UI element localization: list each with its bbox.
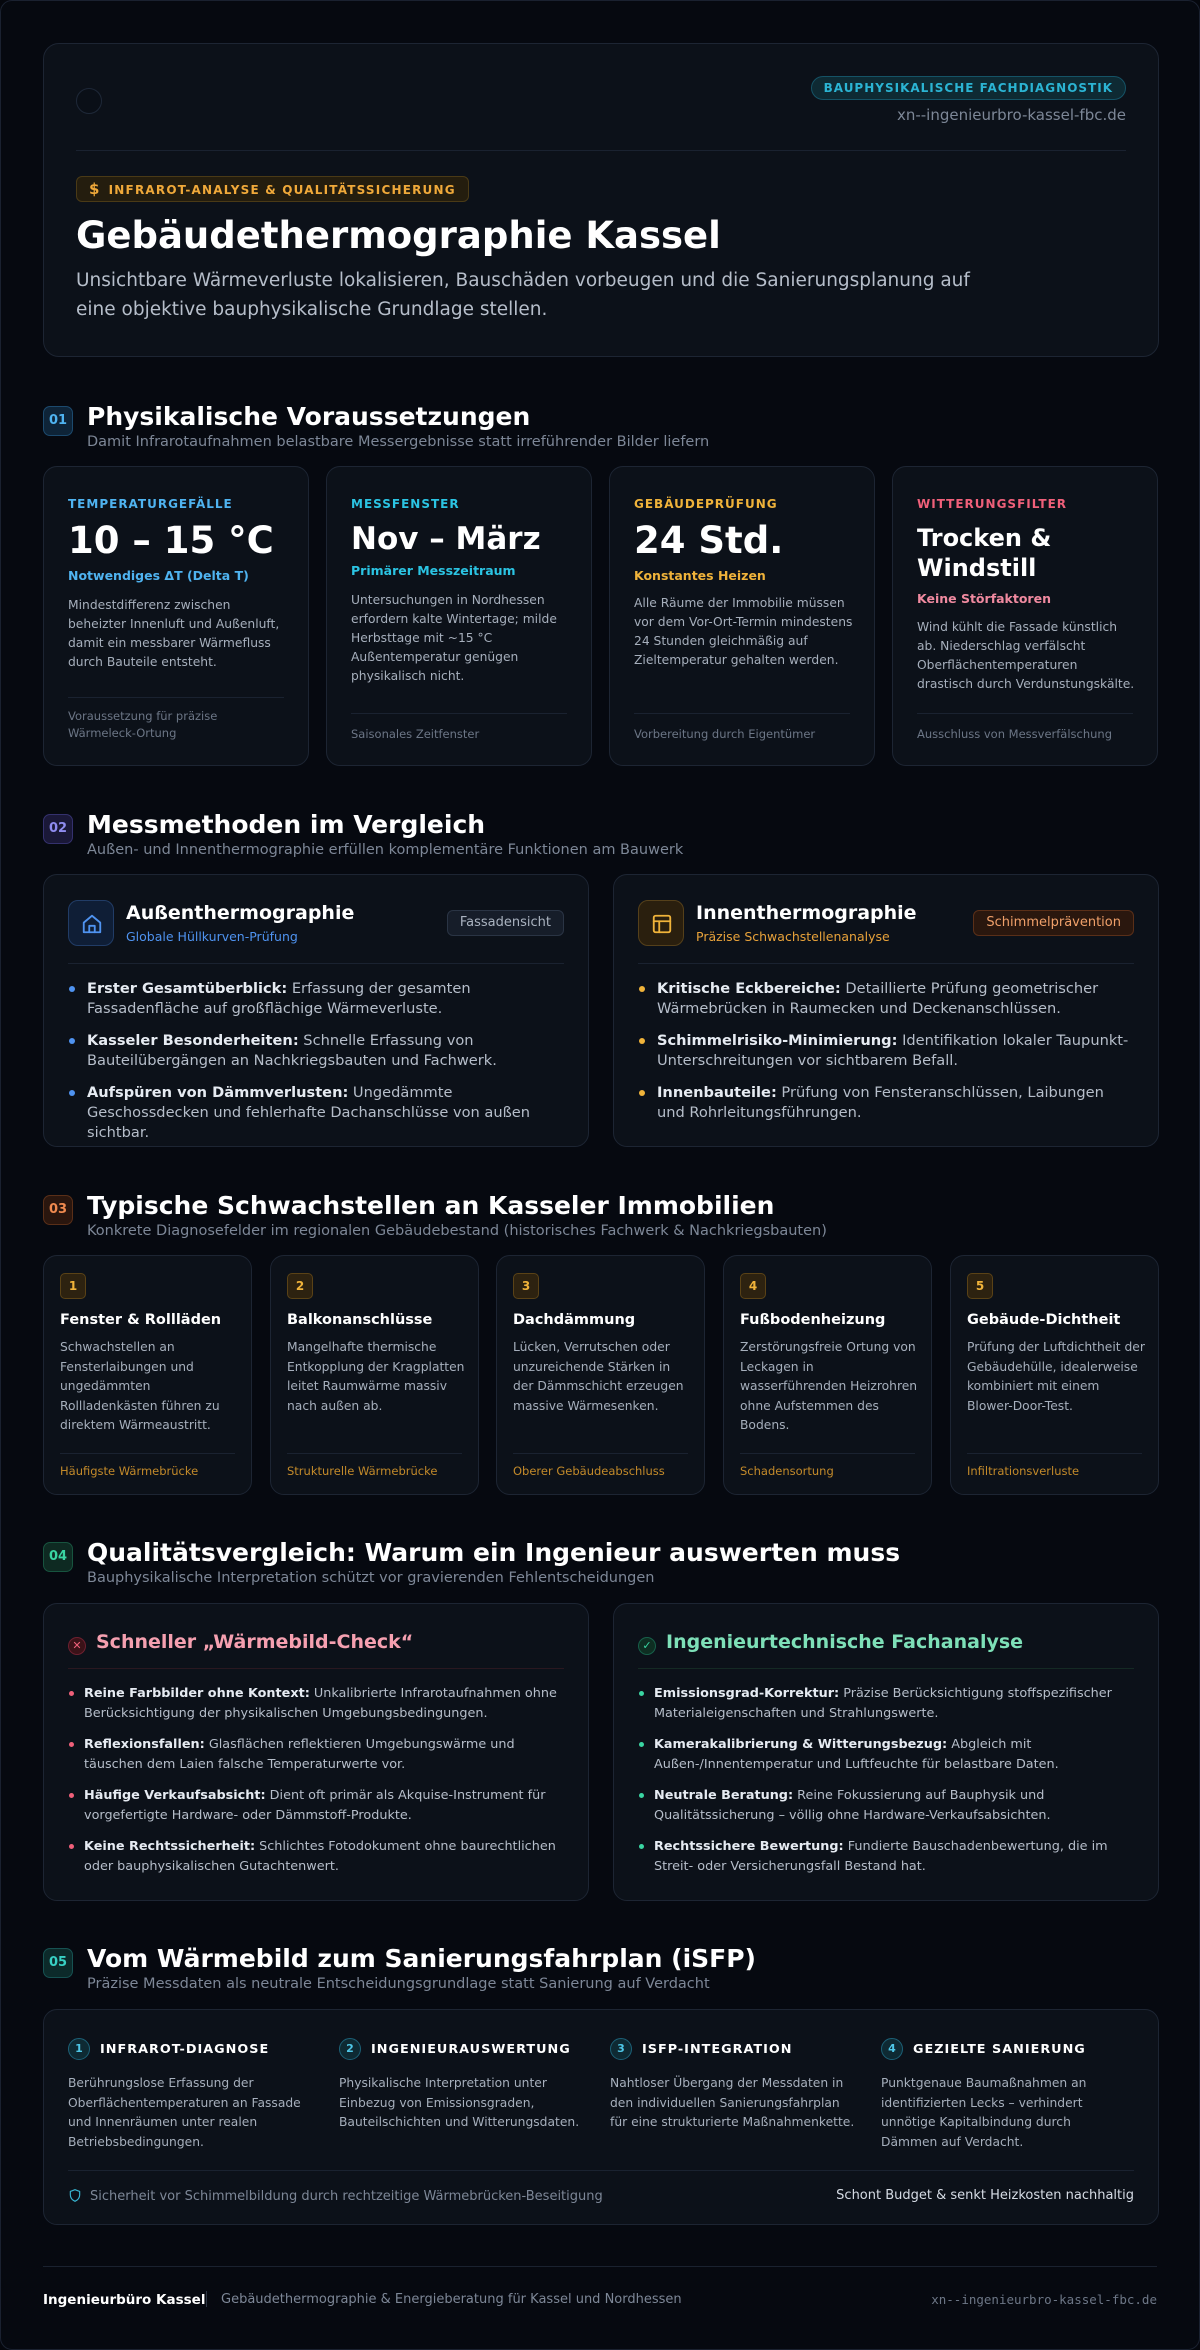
step-number: 2 [339,2038,361,2060]
bullet-icon [69,986,75,992]
method-list [638,979,1134,1135]
hero-tag [76,176,469,202]
section-subtitle: Bauphysikalische Interpretation schützt vor gravierenden Fehlentscheidungen [87,1570,655,1586]
quality-title: Schneller „Wärmebild-Check“ [96,1631,414,1653]
card-subtitle: Notwendiges ΔT (Delta T) [68,568,249,583]
weakpoint-card-floorheating [723,1255,932,1495]
step-description: Nahtloser Übergang der Messdaten in den individuellen Sanierungsfahrplan für eine strukturierte Maßnahmenkette. [610,2076,855,2129]
step-number: 3 [610,2038,632,2060]
weakpoint-number: 5 [967,1273,993,1299]
section-title: Qualitätsvergleich: Warum ein Ingenieur auswerten muss [87,1538,901,1567]
list-item: Kamerakalibrierung & Witterungsbezug: Abgleich mit Außen-/Innentemperatur und Luftfeuchte für belastbare Daten. [638,1735,1138,1775]
x-icon: ✕ [68,1637,86,1655]
card-label: GEBÄUDEPRÜFUNG [634,497,778,511]
card-description: Mindestdifferenz zwischen beheizter Innenluft und Außenluft, damit ein messbarer Wärmefluss durch Bauteile entsteht. [68,598,280,669]
section-subtitle: Präzise Messdaten als neutrale Entscheidungsgrundlage statt Sanierung auf Verdacht [87,1976,710,1992]
bullet-icon [639,1090,645,1096]
footer-separator [206,2291,207,2307]
step-title: GEZIELTE SANIERUNG [913,2042,1086,2057]
prereq-card-window [326,466,592,766]
section-number: 04 [43,1542,73,1572]
quality-list [638,1684,1138,1888]
bullet-icon [639,1793,644,1798]
method-list [68,979,564,1155]
divider [60,1453,235,1454]
fachdiagnostik-badge: BAUPHYSIKALISCHE FACHDIAGNOSTIK [811,76,1126,100]
bullet-icon [69,1844,74,1849]
method-badge: Schimmelprävention [973,910,1134,936]
bullet-icon [639,1038,645,1044]
logo-dot [76,88,102,114]
method-card-interior [613,874,1159,1147]
check-icon: ✓ [638,1637,656,1655]
hero-subtitle: Unsichtbare Wärmeverluste lokalisieren, Bauschäden vorbeugen und die Sanierungsplanung auf eine objektive bauphysikalische Grundlage stellen. [76,270,970,320]
divider [68,963,564,964]
weakpoint-card-balcony [270,1255,479,1495]
divider [351,713,567,714]
dollar-icon: $ [89,180,101,198]
list-item: Innenbauteile: Prüfung von Fensteranschlüssen, Laibungen und Rohrleitungsführungen. [638,1083,1134,1123]
weakpoint-footer: Infiltrationsverluste [967,1464,1080,1478]
divider [513,1453,688,1454]
list-item: Erster Gesamtüberblick: Erfassung der gesamten Fassadenfläche auf großflächige Wärmeverluste. [68,979,564,1019]
weakpoint-description: Zerstörungsfreie Ortung von Leckagen in wasserführenden Heizrohren ohne Aufstemmen des Bodens. [740,1340,918,1432]
card-value: 10 – 15 °C [68,519,274,562]
quality-card-quickcheck [43,1603,589,1901]
divider [638,963,1134,964]
list-item: Kritische Eckbereiche: Detaillierte Prüfung geometrischer Wärmebrücken in Raumecken und Deckenanschlüssen. [638,979,1134,1019]
card-value: 24 Std. [634,519,784,562]
bullet-icon [69,1090,75,1096]
section-title: Messmethoden im Vergleich [87,810,486,839]
weakpoint-title: Fußbodenheizung [740,1312,886,1328]
list-item: Reine Farbbilder ohne Kontext: Unkalibrierte Infrarotaufnahmen ohne Berücksichtigung der physikalischen Umgebungsbedingungen. [68,1684,568,1724]
roadmap-footer-benefit: Schont Budget & senkt Heizkosten nachhaltig [836,2188,1134,2203]
list-item: Reflexionsfallen: Glasflächen reflektieren Umgebungswärme und täuschen dem Laien falsche Temperaturwerte vor. [68,1735,568,1775]
method-title: Innenthermographie [696,902,917,924]
divider [638,1668,1134,1669]
weakpoint-footer: Häufigste Wärmebrücke [60,1464,199,1478]
card-subtitle: Primärer Messzeitraum [351,563,516,578]
method-title: Außenthermographie [126,902,355,924]
weakpoint-description: Lücken, Verrutschen oder unzureichende Stärken in der Dämmschicht erzeugen massive Wärmesenken. [513,1340,684,1413]
footer-brand: Ingenieurbüro Kassel [43,2292,206,2308]
weakpoint-title: Fenster & Rollläden [60,1312,222,1328]
page-title: Gebäudethermographie Kassel [76,214,721,257]
method-subtitle: Globale Hüllkurven-Prüfung [126,929,298,944]
prereq-card-heating [609,466,875,766]
bullet-icon [639,986,645,992]
section-subtitle: Konkrete Diagnosefelder im regionalen Gebäudebestand (historisches Fachwerk & Nachkriegsbauten) [87,1223,827,1239]
bullet-icon [639,1844,644,1849]
section-title: Typische Schwachstellen an Kasseler Immobilien [87,1191,775,1220]
step-description: Berührungslose Erfassung der Oberflächentemperaturen an Fassade und Innenräumen unter realen Betriebsbedingungen. [68,2076,301,2149]
divider [740,1453,915,1454]
divider [287,1453,462,1454]
quality-card-engineering [613,1603,1159,1901]
bullet-icon [639,1742,644,1747]
layout-icon [638,900,684,946]
quality-title: Ingenieurtechnische Fachanalyse [666,1631,1024,1653]
section-title: Physikalische Voraussetzungen [87,402,531,431]
weakpoint-card-airtightness [950,1255,1159,1495]
roadmap-card [43,2009,1159,2225]
card-description: Untersuchungen in Nordhessen erfordern kalte Wintertage; milde Herbsttage mit ~15 °C Außentemperatur genügen physikalisch nicht. [351,593,557,683]
step-number: 1 [68,2038,90,2060]
weakpoint-number: 1 [60,1273,86,1299]
weakpoint-footer: Schadensortung [740,1464,834,1478]
footer-description: Gebäudethermographie & Energieberatung für Kassel und Nordhessen [221,2292,682,2307]
section-number: 02 [43,814,73,844]
bullet-icon [639,1691,644,1696]
list-item: Häufige Verkaufsabsicht: Dient oft primär als Akquise-Instrument für vorgefertigte Hardware- oder Dämmstoff-Produkte. [68,1786,568,1826]
card-label: TEMPERATURGEFÄLLE [68,497,233,511]
quality-list [68,1684,568,1888]
weakpoint-number: 4 [740,1273,766,1299]
section-header-prerequisites [43,402,1159,450]
section-subtitle: Außen- und Innenthermographie erfüllen komplementäre Funktionen am Bauwerk [87,842,684,858]
weakpoint-description: Schwachstellen an Fensterlaibungen und ungedämmten Rollladenkästen führen zu direktem Wärmeaustritt. [60,1340,220,1432]
card-value: Nov – März [351,521,541,557]
card-description: Alle Räume der Immobilie müssen vor dem Vor-Ort-Termin mindestens 24 Stunden gleichmäßig auf Zieltemperatur gehalten werden. [634,596,853,667]
list-item: Rechtssichere Bewertung: Fundierte Bauschadenbewertung, die im Streit- oder Versicherungsfall Bestand hat. [638,1837,1138,1877]
weakpoint-footer: Strukturelle Wärmebrücke [287,1464,438,1478]
weakpoint-description: Prüfung der Luftdichtheit der Gebäudehülle, idealerweise kombiniert mit einem Blower-Door-Test. [967,1340,1145,1413]
bullet-icon [69,1038,75,1044]
weakpoint-card-windows [43,1255,252,1495]
bullet-icon [69,1691,74,1696]
card-label: MESSFENSTER [351,497,460,511]
card-footer: Voraussetzung für präzise Wärmeleck-Ortung [68,709,218,740]
section-header-quality [43,1538,1159,1586]
section-header-roadmap [43,1944,1159,1992]
card-footer: Ausschluss von Messverfälschung [917,727,1113,741]
list-item: Kasseler Besonderheiten: Schnelle Erfassung von Bauteilübergängen an Nachkriegsbauten und Fachwerk. [68,1031,564,1071]
section-number: 03 [43,1195,73,1225]
divider [917,713,1133,714]
section-subtitle: Damit Infrarotaufnahmen belastbare Messergebnisse statt irreführender Bilder liefern [87,434,710,450]
house-icon [68,900,114,946]
card-label: WITTERUNGSFILTER [917,497,1068,511]
card-subtitle: Keine Störfaktoren [917,591,1051,606]
hero-tag-label: INFRAROT-ANALYSE & QUALITÄTSSICHERUNG [108,183,456,197]
prereq-card-temperature [43,466,309,766]
weakpoint-title: Gebäude-Dichtheit [967,1312,1121,1328]
section-title: Vom Wärmebild zum Sanierungsfahrplan (iSFP) [87,1944,756,1973]
card-footer: Vorbereitung durch Eigentümer [634,727,816,741]
divider [68,1668,564,1669]
hero-domain: xn--ingenieurbro-kassel-fbc.de [896,106,1126,124]
prereq-card-weather [892,466,1158,766]
method-subtitle: Präzise Schwachstellenanalyse [696,929,890,944]
list-item: Neutrale Beratung: Reine Fokussierung auf Bauphysik und Qualitätssicherung – völlig ohne Hardware-Verkaufsabsichten. [638,1786,1138,1826]
step-description: Punktgenaue Baumaßnahmen an identifizierten Lecks – verhindert unnötige Kapitalbindung durch Dämmen auf Verdacht. [881,2076,1087,2149]
divider [43,2266,1157,2267]
roadmap-footer-note: Sicherheit vor Schimmelbildung durch rechtzeitige Wärmebrücken-Beseitigung [68,2188,603,2204]
divider [68,2170,1134,2171]
weakpoint-number: 3 [513,1273,539,1299]
weakpoint-footer: Oberer Gebäudeabschluss [513,1464,665,1478]
card-footer: Saisonales Zeitfenster [351,727,480,741]
method-card-exterior [43,874,589,1147]
weakpoint-card-roof [496,1255,705,1495]
method-badge: Fassadensicht [447,910,564,936]
step-title: INGENIEURAUSWERTUNG [371,2042,571,2057]
weakpoint-number: 2 [287,1273,313,1299]
list-item: Emissionsgrad-Korrektur: Präzise Berücksichtigung stoffspezifischer Materialeigenschaften und Strahlungswerte. [638,1684,1138,1724]
step-number: 4 [881,2038,903,2060]
step-title: INFRAROT-DIAGNOSE [100,2042,270,2057]
list-item: Schimmelrisiko-Minimierung: Identifikation lokaler Taupunkt-Unterschreitungen vor sichtbarem Befall. [638,1031,1134,1071]
divider [634,713,850,714]
weakpoint-description: Mangelhafte thermische Entkopplung der Kragplatten leitet Raumwärme massiv nach außen ab. [287,1340,465,1413]
bullet-icon [69,1793,74,1798]
section-header-methods [43,810,1159,858]
footer-domain: xn--ingenieurbro-kassel-fbc.de [931,2292,1157,2307]
card-value: Trocken & Windstill [917,524,1052,582]
weakpoint-title: Dachdämmung [513,1312,636,1328]
list-item: Aufspüren von Dämmverlusten: Ungedämmte Geschossdecken und fehlerhafte Dachanschlüsse von außen sichtbar. [68,1083,564,1143]
section-number: 05 [43,1948,73,1978]
step-title: ISFP-INTEGRATION [642,2042,793,2057]
section-number: 01 [43,406,73,436]
section-header-weakpoints [43,1191,1159,1239]
card-description: Wind kühlt die Fassade künstlich ab. Niederschlag verfälscht Oberflächentemperaturen drastisch durch Verdunstungskälte. [917,620,1135,691]
card-subtitle: Konstantes Heizen [634,568,766,583]
weakpoint-title: Balkonanschlüsse [287,1312,433,1328]
divider [967,1453,1142,1454]
shield-icon [68,2188,82,2203]
bullet-icon [69,1742,74,1747]
step-description: Physikalische Interpretation unter Einbezug von Emissionsgraden, Bauteilschichten und Witterungsdaten. [339,2076,580,2129]
divider [68,697,284,698]
divider [76,150,1126,151]
list-item: Keine Rechtssicherheit: Schlichtes Fotodokument ohne baurechtlichen oder bauphysikalischen Gutachtenwert. [68,1837,568,1877]
hero-card [43,43,1159,357]
